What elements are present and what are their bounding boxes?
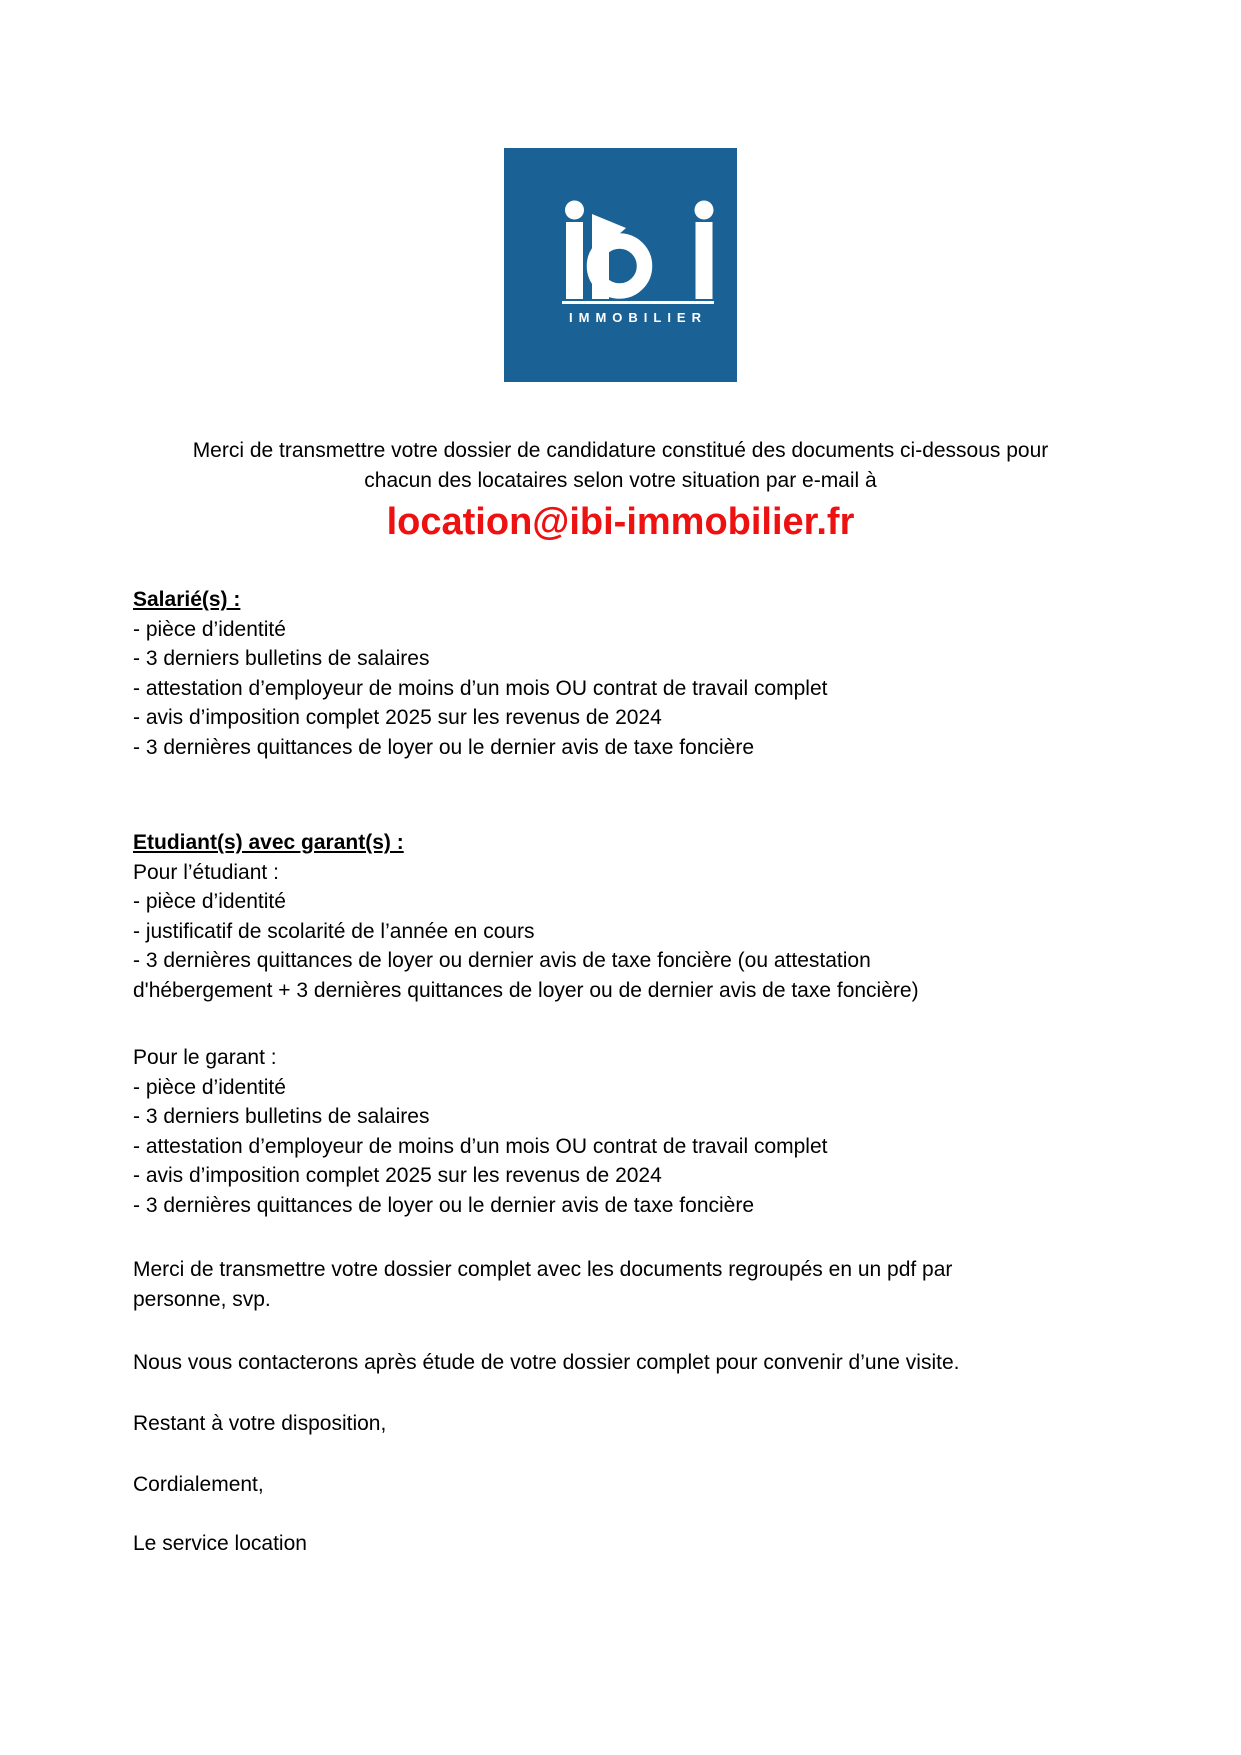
intro-line: Merci de transmettre votre dossier de candidature constitué des documents ci-dessous pour (192, 439, 1049, 462)
list-item: - justificatif de scolarité de l’année en cours (133, 919, 535, 943)
logo-divider-line (562, 301, 714, 304)
list-item: - pièce d’identité (133, 1075, 286, 1099)
section-garant (133, 1043, 1108, 1220)
list-item: - 3 dernières quittances de loyer ou le dernier avis de taxe foncière (133, 1193, 755, 1217)
section-heading-etudiants: Etudiant(s) avec garant(s) : (133, 831, 404, 854)
list-item: - 3 dernières quittances de loyer ou le dernier avis de taxe foncière (133, 735, 755, 759)
closing-line: personne, svp. (133, 1287, 271, 1311)
section-heading-salaries: Salarié(s) : (133, 588, 241, 611)
subsection-label-etudiant: Pour l’étudiant : (133, 860, 279, 884)
email-address: location@ibi-immobilier.fr (386, 501, 855, 543)
section-salaries (133, 585, 1108, 762)
section-etudiants (133, 828, 1108, 1005)
list-item: - pièce d’identité (133, 890, 286, 913)
list-item: - avis d’imposition complet 2025 sur les revenus de 2024 (133, 706, 662, 729)
closing-disposition-line: Restant à votre disposition, (133, 1411, 387, 1435)
intro-paragraph (133, 436, 1108, 495)
intro-line: chacun des locataires selon votre situation par e-mail à (364, 468, 877, 492)
subsection-label-garant: Pour le garant : (133, 1046, 277, 1069)
list-item: - 3 derniers bulletins de salaires (133, 647, 430, 670)
ibi-logo-graphic (504, 148, 737, 382)
document-body (133, 436, 1108, 1559)
logo-subtitle: IMMOBILIER (569, 310, 707, 325)
ibi-logo (504, 148, 737, 382)
list-item: - 3 dernières quittances de loyer ou dernier avis de taxe foncière (ou attestation (133, 949, 871, 972)
list-item: - attestation d’employeur de moins d’un mois OU contrat de travail complet (133, 1134, 828, 1158)
list-item: - pièce d’identité (133, 617, 286, 641)
list-item-continuation: d'hébergement + 3 dernières quittances de loyer ou de dernier avis de taxe foncière) (133, 978, 919, 1002)
closing-signature-line: Le service location (133, 1532, 307, 1555)
list-item: - 3 derniers bulletins de salaires (133, 1105, 430, 1128)
closing-line: Merci de transmettre votre dossier complet avec les documents regroupés en un pdf par (133, 1258, 953, 1281)
closing-pdf-paragraph (133, 1255, 1108, 1314)
list-item: - avis d’imposition complet 2025 sur les revenus de 2024 (133, 1164, 662, 1187)
closing-contact-line: Nous vous contacterons après étude de votre dossier complet pour convenir d’une visite. (133, 1351, 960, 1374)
closing-regards-line: Cordialement, (133, 1473, 264, 1496)
list-item: - attestation d’employeur de moins d’un mois OU contrat de travail complet (133, 676, 828, 700)
